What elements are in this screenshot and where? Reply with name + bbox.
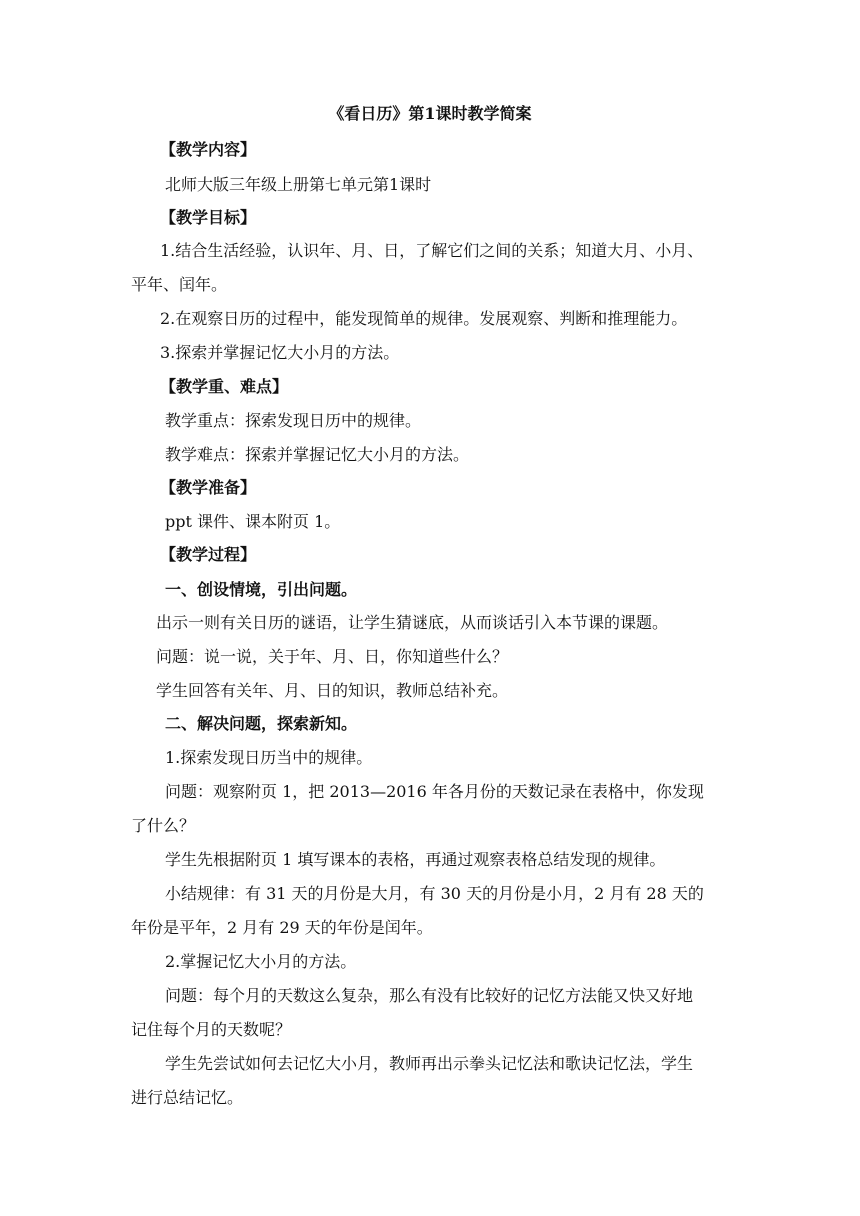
prep-heading: 【教学准备】 bbox=[160, 478, 257, 497]
step-2-summary-line-1: 小结规律：有 31 天的月份是大月，有 30 天的月份是小月，2 月有 28 天的 bbox=[165, 884, 704, 903]
goal-1-line-2: 平年、闰年。 bbox=[131, 275, 228, 294]
key-point: 教学重点：探索发现日历中的规律。 bbox=[165, 411, 422, 430]
step-2-question-1-line-1: 问题：观察附页 1，把 2013—2016 年各月份的天数记录在表格中，你发现 bbox=[165, 782, 704, 801]
prep-text: ppt 课件、课本附页 1。 bbox=[165, 512, 341, 531]
content-heading: 【教学内容】 bbox=[160, 140, 257, 159]
step-1-heading: 一、创设情境，引出问题。 bbox=[165, 580, 358, 599]
step-1-paragraph-1: 出示一则有关日历的谜语，让学生猜谜底，从而谈话引入本节课的课题。 bbox=[156, 613, 669, 632]
step-2-heading: 二、解决问题，探索新知。 bbox=[165, 714, 358, 733]
step-1-paragraph-3: 学生回答有关年、月、日的知识，教师总结补充。 bbox=[156, 681, 509, 700]
content-text: 北师大版三年级上册第七单元第1课时 bbox=[165, 175, 432, 194]
step-2-question-2-line-1: 问题：每个月的天数这么复杂，那么有没有比较好的记忆方法能又快又好地 bbox=[165, 986, 694, 1005]
step-2-question-2-line-2: 记住每个月的天数呢？ bbox=[131, 1020, 292, 1039]
step-2-question-1-line-2: 了什么？ bbox=[131, 816, 196, 835]
difficult-point: 教学难点：探索并掌握记忆大小月的方法。 bbox=[165, 445, 470, 464]
step-2-paragraph-2-line-2: 进行总结记忆。 bbox=[131, 1088, 244, 1107]
goal-1-line-1: 1.结合生活经验，认识年、月、日，了解它们之间的关系；知道大月、小月、 bbox=[160, 241, 704, 260]
process-heading: 【教学过程】 bbox=[160, 545, 257, 564]
key-heading: 【教学重、难点】 bbox=[160, 377, 289, 396]
step-2-paragraph-1: 学生先根据附页 1 填写课本的表格，再通过观察表格总结发现的规律。 bbox=[165, 850, 666, 869]
step-2-subheading-1: 1.探索发现日历当中的规律。 bbox=[165, 748, 373, 767]
document-title: 《看日历》第1课时教学简案 bbox=[328, 104, 532, 123]
goal-3: 3.探索并掌握记忆大小月的方法。 bbox=[160, 343, 400, 362]
goal-2: 2.在观察日历的过程中，能发现简单的规律。发展观察、判断和推理能力。 bbox=[160, 309, 688, 328]
step-1-paragraph-2: 问题：说一说，关于年、月、日，你知道些什么？ bbox=[156, 647, 509, 666]
goals-heading: 【教学目标】 bbox=[160, 208, 257, 227]
step-2-paragraph-2-line-1: 学生先尝试如何去记忆大小月，教师再出示拳头记忆法和歌诀记忆法，学生 bbox=[165, 1054, 694, 1073]
step-2-summary-line-2: 年份是平年，2 月有 29 天的年份是闰年。 bbox=[131, 918, 433, 937]
step-2-subheading-2: 2.掌握记忆大小月的方法。 bbox=[165, 952, 357, 971]
